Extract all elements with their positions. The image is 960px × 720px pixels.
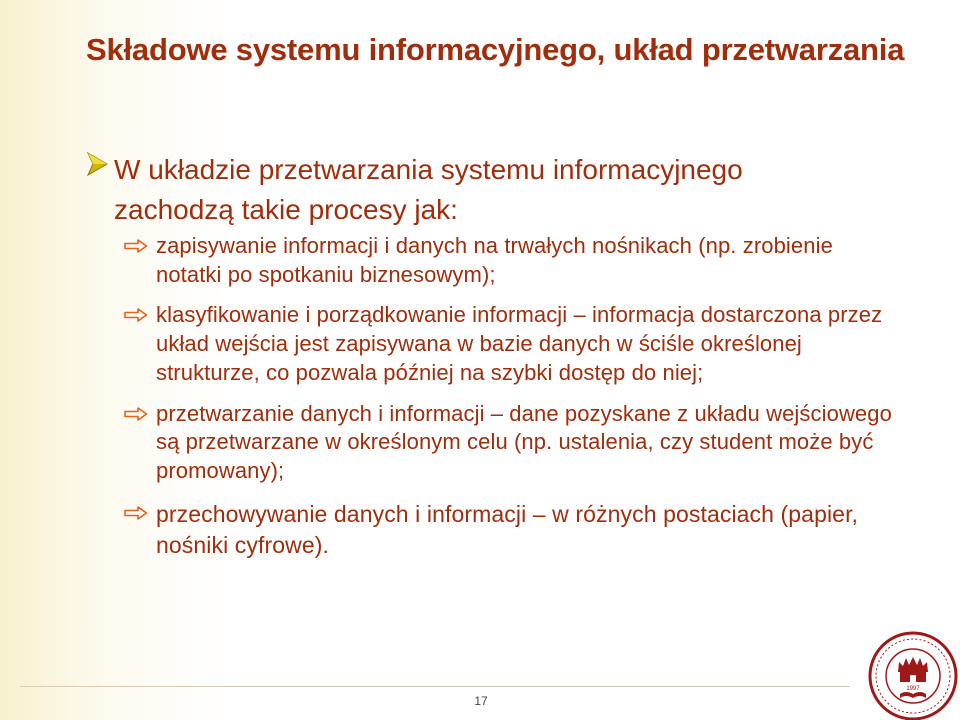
list-item-text: klasyfikowanie i porządkowanie informacji – informacja dostarczona przez układ wejścia jest zapisywana w bazie danych w ściśle określonej strukturze, co pozwala później na szybki dostęp do niej; [156,302,883,385]
main-bullet-text: W układzie przetwarzania systemu informacyjnego zachodzą takie procesy jak: [114,154,743,225]
arrowhead-bullet-icon [86,152,108,176]
list-item-text: przetwarzanie danych i informacji – dane pozyskane z układu wejściowego są przetwarzane w określonym celu (np. ustalenia, czy student może być promowany); [156,400,892,483]
list-item-text: przechowywanie danych i informacji – w różnych postaciach (papier, nośniki cyfrowe). [156,500,859,558]
list-item [124,301,904,387]
arrow-bullet-icon [124,506,148,520]
page-number: 17 [474,694,488,708]
main-bullet [86,150,846,230]
arrow-bullet-icon [124,239,148,253]
footer-divider [20,686,850,687]
arrow-bullet-icon [124,308,148,322]
arrow-bullet-icon [124,407,148,421]
seal-year: 1997 [906,686,920,692]
list-item [124,499,904,561]
slide-title: Składowe systemu informacyjnego, układ przetwarzania [86,32,905,67]
school-seal-logo [866,628,960,720]
list-item [124,232,904,289]
list-item-text: zapisywanie informacji i danych na trwałych nośnikach (np. zrobienie notatki po spotkaniu biznesowym); [156,233,833,287]
list-item [124,400,904,486]
process-list [124,232,904,561]
